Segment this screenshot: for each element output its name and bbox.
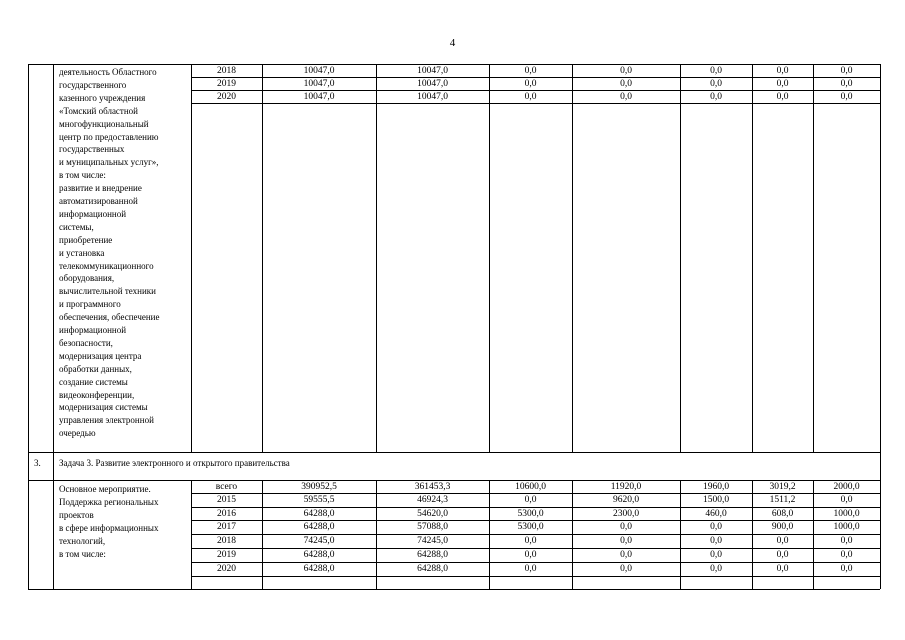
description-line: развитие и внедрение xyxy=(59,183,142,194)
table-column-line xyxy=(191,64,192,452)
value-cell: 0,0 xyxy=(620,522,632,532)
value-cell: 0,0 xyxy=(840,495,853,505)
value-cell: 11920,0 xyxy=(610,482,642,492)
value-cell: 0,0 xyxy=(840,550,853,560)
value-cell: 3019,2 xyxy=(769,482,796,492)
value-cell: 0,0 xyxy=(524,536,537,546)
description-line: центр по предоставлению xyxy=(59,131,159,142)
description-line: вычислительной техники xyxy=(59,286,156,297)
value-cell: 10047,0 xyxy=(417,66,448,76)
value-cell: 0,0 xyxy=(776,550,789,560)
description-line: государственных xyxy=(59,144,125,155)
value-cell: 0,0 xyxy=(710,536,722,546)
description-line: обработки данных, xyxy=(59,363,132,374)
value-cell: 10047,0 xyxy=(303,66,335,76)
value-cell: 10047,0 xyxy=(303,92,335,102)
description-line: модернизация центра xyxy=(59,350,142,361)
value-cell: 0,0 xyxy=(710,564,722,574)
value-cell: 608,0 xyxy=(771,509,794,519)
task-title: Задача 3. Развитие электронного и открытого правительства xyxy=(59,458,290,468)
table-column-line xyxy=(813,64,814,452)
value-cell: 460,0 xyxy=(705,509,727,519)
value-cell: 0,0 xyxy=(710,92,722,102)
value-cell: 1000,0 xyxy=(833,522,860,532)
year-cell: 2015 xyxy=(217,495,236,505)
row-number: 3. xyxy=(34,458,41,468)
value-cell: 5300,0 xyxy=(517,509,544,519)
description-line: государственного xyxy=(59,79,127,90)
value-cell: 0,0 xyxy=(524,550,537,560)
description-line: деятельность Областного xyxy=(59,67,157,77)
value-cell: 900,0 xyxy=(771,522,794,532)
description-line: многофункциональный xyxy=(59,118,149,129)
value-cell: 1000,0 xyxy=(833,509,860,519)
value-cell: 0,0 xyxy=(620,550,632,560)
description-line: проектов xyxy=(59,509,94,520)
description-line: обеспечения, обеспечение xyxy=(59,312,160,323)
value-cell: 10047,0 xyxy=(303,79,335,89)
value-cell: 10600,0 xyxy=(515,482,546,492)
value-cell: 64288,0 xyxy=(417,564,448,574)
year-cell: всего xyxy=(215,482,238,492)
description-line: системы, xyxy=(59,221,94,232)
description-line: казенного учреждения xyxy=(59,92,146,103)
value-cell: 59555,5 xyxy=(303,495,335,505)
value-cell: 0,0 xyxy=(620,564,632,574)
value-cell: 64288,0 xyxy=(303,550,335,560)
value-cell: 0,0 xyxy=(776,66,789,76)
table-column-line xyxy=(376,64,377,452)
value-cell: 0,0 xyxy=(620,536,632,546)
table-border-vertical xyxy=(53,64,54,589)
value-cell: 0,0 xyxy=(840,66,853,76)
value-cell: 0,0 xyxy=(840,536,853,546)
year-cell: 2017 xyxy=(217,522,236,532)
description-line: приобретение xyxy=(59,234,113,245)
year-cell: 2018 xyxy=(217,66,236,76)
value-cell: 74245,0 xyxy=(303,536,335,546)
year-cell: 2019 xyxy=(217,550,236,560)
description-line: модернизация системы xyxy=(59,402,148,413)
description-line: в том числе: xyxy=(59,548,106,559)
value-cell: 0,0 xyxy=(710,522,722,532)
value-cell: 1960,0 xyxy=(702,482,730,492)
table-border-vertical xyxy=(880,64,881,589)
description-line: очередью xyxy=(59,428,96,439)
value-cell: 390952,5 xyxy=(301,482,337,492)
year-cell: 2018 xyxy=(217,536,236,546)
description-line: оборудования, xyxy=(59,273,115,284)
description-line: «Томский областной xyxy=(59,105,138,116)
description-line: видеоконференции, xyxy=(59,389,135,400)
value-cell: 5300,0 xyxy=(517,522,544,532)
value-cell: 1500,0 xyxy=(702,495,730,505)
value-cell: 0,0 xyxy=(710,66,722,76)
value-cell: 0,0 xyxy=(524,92,537,102)
value-cell: 0,0 xyxy=(620,66,632,76)
value-cell: 9620,0 xyxy=(612,495,640,505)
description-line: информационной xyxy=(59,325,127,335)
table-row-line xyxy=(28,64,191,65)
value-cell: 64288,0 xyxy=(303,564,335,574)
description-line: Поддержка региональных xyxy=(59,496,159,507)
table-column-line xyxy=(680,64,681,452)
description-line: информационной xyxy=(59,208,127,219)
description-line: в том числе: xyxy=(59,170,106,181)
description-line: Основное мероприятие. xyxy=(59,484,151,494)
value-cell: 64288,0 xyxy=(417,550,448,560)
table-column-line xyxy=(572,64,573,452)
value-cell: 0,0 xyxy=(840,564,853,574)
table-row-line xyxy=(191,103,880,104)
value-cell: 0,0 xyxy=(620,92,632,102)
table-column-line xyxy=(489,64,490,452)
value-cell: 57088,0 xyxy=(417,522,448,532)
value-cell: 74245,0 xyxy=(417,536,448,546)
value-cell: 10047,0 xyxy=(417,79,448,89)
value-cell: 1511,2 xyxy=(769,495,796,505)
value-cell: 0,0 xyxy=(776,79,789,89)
description-line: в сфере информационных xyxy=(59,522,159,533)
description-line: автоматизированной xyxy=(59,196,138,206)
value-cell: 0,0 xyxy=(524,495,537,505)
value-cell: 2000,0 xyxy=(833,482,860,492)
value-cell: 0,0 xyxy=(524,564,537,574)
value-cell: 10047,0 xyxy=(417,92,448,102)
value-cell: 46924,3 xyxy=(417,495,448,505)
description-line: и программного xyxy=(59,299,121,310)
table-row-line xyxy=(28,452,880,453)
value-cell: 0,0 xyxy=(840,92,853,102)
description-line: технологий, xyxy=(59,535,106,546)
table-row-line xyxy=(191,576,880,577)
description-line: и установка xyxy=(59,247,105,258)
value-cell: 0,0 xyxy=(710,550,722,560)
value-cell: 0,0 xyxy=(776,536,789,546)
value-cell: 0,0 xyxy=(620,79,632,89)
value-cell: 54620,0 xyxy=(417,509,448,519)
description-line: и муниципальных услуг», xyxy=(59,157,159,168)
value-cell: 0,0 xyxy=(524,66,537,76)
description-line: телекоммуникационного xyxy=(59,260,154,271)
description-line: безопасности, xyxy=(59,337,113,348)
description-line: управления электронной xyxy=(59,415,154,426)
value-cell: 64288,0 xyxy=(303,522,335,532)
value-cell: 361453,3 xyxy=(414,482,451,492)
table-column-line xyxy=(752,64,753,452)
value-cell: 0,0 xyxy=(840,79,853,89)
value-cell: 0,0 xyxy=(776,564,789,574)
year-cell: 2020 xyxy=(217,92,236,102)
page-number: 4 xyxy=(449,37,456,49)
description-line: создание системы xyxy=(59,376,128,387)
value-cell: 0,0 xyxy=(710,79,722,89)
table-border-vertical xyxy=(28,64,29,589)
year-cell: 2016 xyxy=(217,509,236,519)
value-cell: 0,0 xyxy=(776,92,789,102)
value-cell: 0,0 xyxy=(524,79,537,89)
value-cell: 2300,0 xyxy=(612,509,640,519)
year-cell: 2020 xyxy=(217,564,236,574)
value-cell: 64288,0 xyxy=(303,509,335,519)
table-row-line xyxy=(28,589,880,590)
table-column-line xyxy=(262,64,263,452)
year-cell: 2019 xyxy=(217,79,236,89)
